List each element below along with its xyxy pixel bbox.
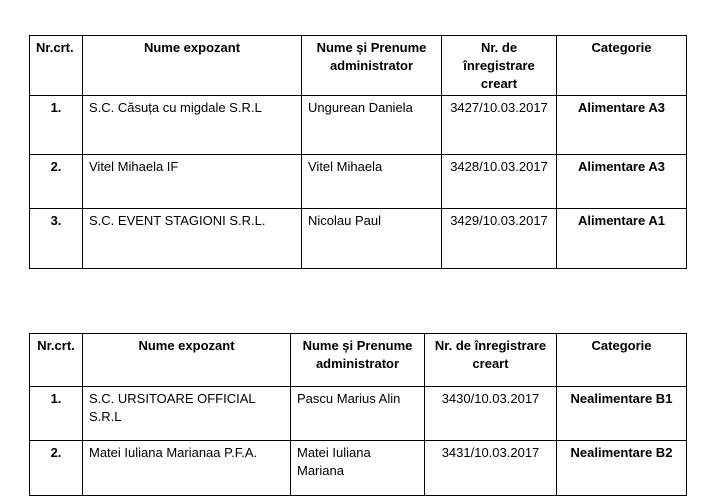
cell-nume-expozant: S.C. Căsuța cu migdale S.R.L <box>83 96 302 155</box>
header-nr-crt: Nr.crt. <box>30 36 83 96</box>
table-row <box>30 441 687 496</box>
cell-categorie: Alimentare A3 <box>557 96 687 155</box>
cell-administrator: Nicolau Paul <box>302 209 442 269</box>
table-header-row <box>30 36 687 96</box>
table-row <box>30 96 687 155</box>
cell-nr: 2. <box>30 441 83 496</box>
header-nr-inregistrare: Nr. de înregistrare creart <box>425 334 557 387</box>
cell-categorie: Alimentare A3 <box>557 155 687 209</box>
cell-nr-inregistrare: 3431/10.03.2017 <box>425 441 557 496</box>
cell-nr: 3. <box>30 209 83 269</box>
table-header-row <box>30 334 687 387</box>
cell-nr: 2. <box>30 155 83 209</box>
header-nume-administrator: Nume și Prenume administrator <box>302 36 442 96</box>
header-nume-administrator: Nume și Prenume administrator <box>291 334 425 387</box>
table-row <box>30 387 687 441</box>
cell-categorie: Nealimentare B1 <box>557 387 687 441</box>
cell-categorie: Alimentare A1 <box>557 209 687 269</box>
cell-administrator: Pascu Marius Alin <box>291 387 425 441</box>
cell-administrator: Ungurean Daniela <box>302 96 442 155</box>
header-nr-inregistrare: Nr. de înregistrare creart <box>442 36 557 96</box>
cell-administrator: Matei Iuliana Mariana <box>291 441 425 496</box>
header-nume-expozant: Nume expozant <box>83 36 302 96</box>
cell-administrator: Vitel Mihaela <box>302 155 442 209</box>
cell-nume-expozant: S.C. EVENT STAGIONI S.R.L. <box>83 209 302 269</box>
cell-nr: 1. <box>30 387 83 441</box>
cell-nr: 1. <box>30 96 83 155</box>
header-categorie: Categorie <box>557 36 687 96</box>
cell-nume-expozant: S.C. URSITOARE OFFICIAL S.R.L <box>83 387 291 441</box>
table-row <box>30 209 687 269</box>
cell-nr-inregistrare: 3428/10.03.2017 <box>442 155 557 209</box>
header-nr-crt: Nr.crt. <box>30 334 83 387</box>
cell-nr-inregistrare: 3427/10.03.2017 <box>442 96 557 155</box>
cell-categorie: Nealimentare B2 <box>557 441 687 496</box>
exhibitors-table-non-food <box>29 333 687 496</box>
cell-nr-inregistrare: 3430/10.03.2017 <box>425 387 557 441</box>
cell-nume-expozant: Vitel Mihaela IF <box>83 155 302 209</box>
header-nume-expozant: Nume expozant <box>83 334 291 387</box>
table-row <box>30 155 687 209</box>
exhibitors-table-food <box>29 35 687 269</box>
header-categorie: Categorie <box>557 334 687 387</box>
cell-nume-expozant: Matei Iuliana Marianaa P.F.A. <box>83 441 291 496</box>
cell-nr-inregistrare: 3429/10.03.2017 <box>442 209 557 269</box>
